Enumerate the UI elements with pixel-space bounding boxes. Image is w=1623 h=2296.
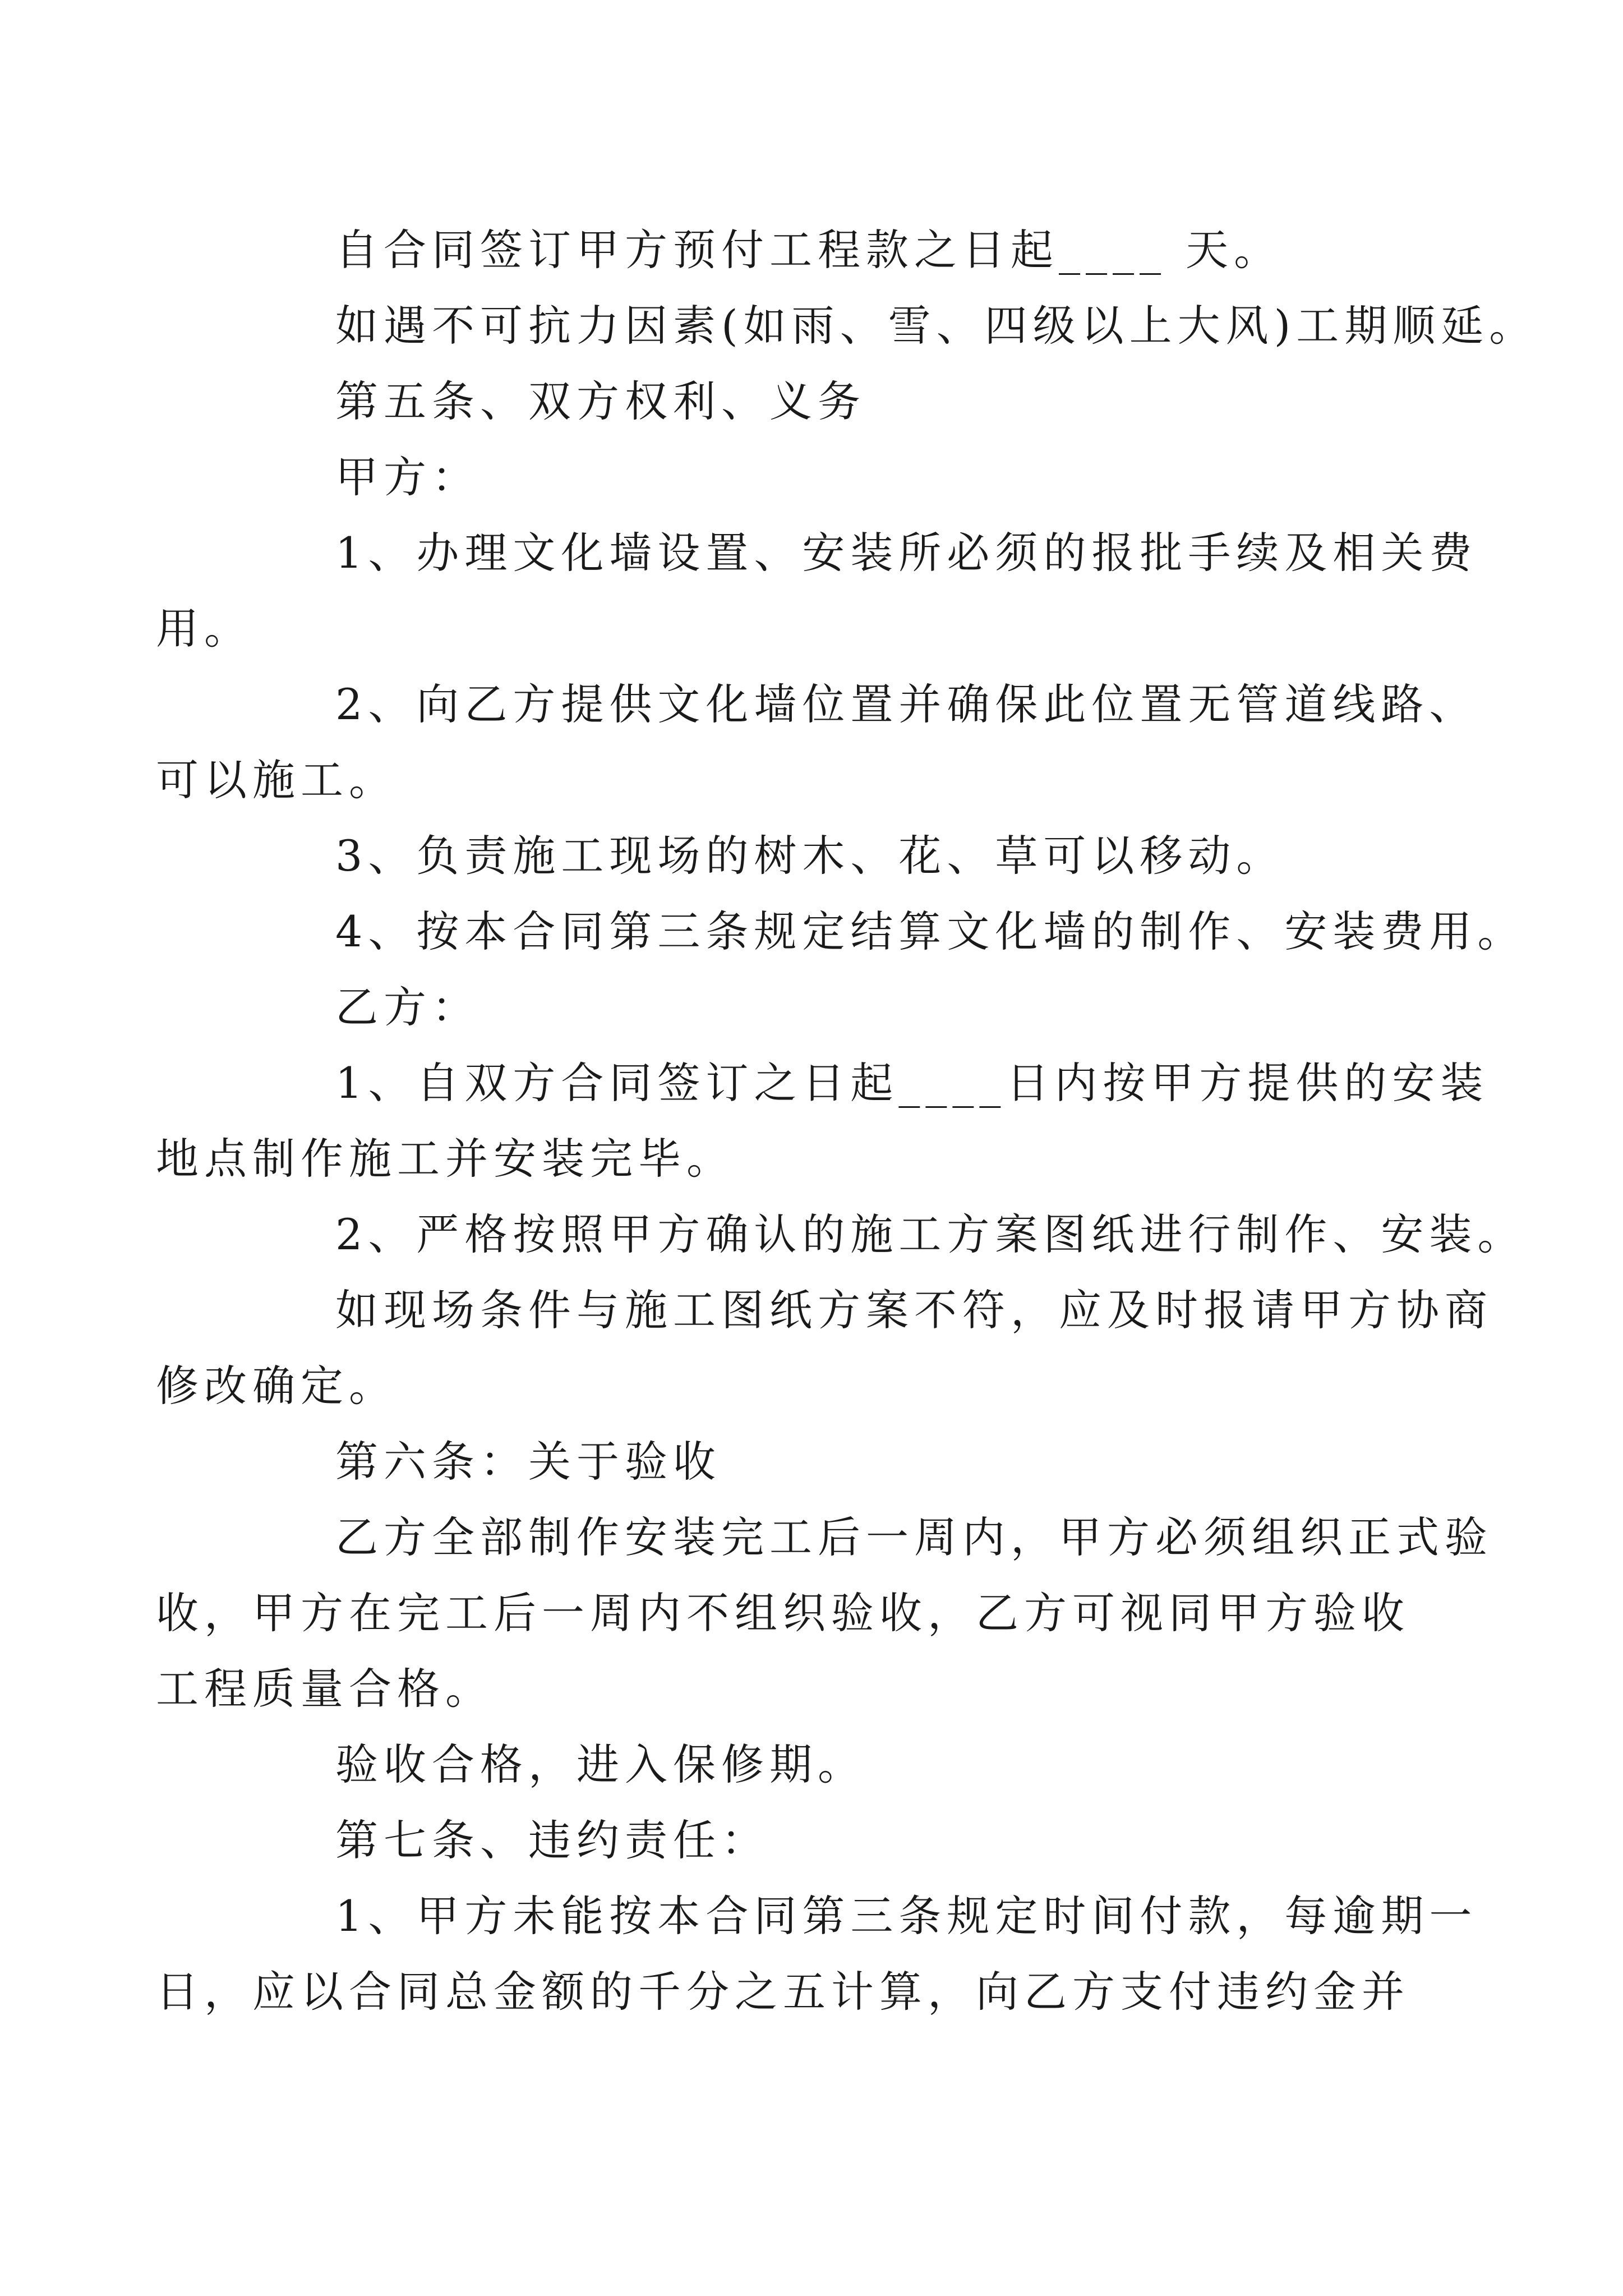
text-line: 4、按本合同第三条规定结算文化墙的制作、安装费用。 [335,907,1526,956]
text-line: 可以施工。 [156,755,397,805]
party-a-item-2 [156,666,1478,818]
text-line: 修改确定。 [156,1361,397,1411]
document-body [156,212,1538,2030]
article-7-heading [246,1802,1412,1878]
text-line: 用。 [156,604,252,654]
article-5-heading [246,364,1412,439]
text-line: 第七条、违约责任： [335,1815,769,1865]
text-line: 第五条、双方权利、义务 [335,376,866,426]
text-line: 1、办理文化墙设置、安装所必须的报批手续及相关费 [335,528,1478,578]
party-a-heading [246,439,1412,515]
text-line: 3、负责施工现场的树木、花、草可以移动。 [335,831,1285,881]
party-a-item-4 [246,894,1526,969]
party-a-item-3 [246,818,1412,894]
party-a-item-1 [156,515,1478,666]
text-line: 工程质量合格。 [156,1664,494,1714]
paragraph-start-date [246,212,1412,288]
text-line: 乙方： [335,982,480,1032]
text-line: 2、向乙方提供文化墙位置并确保此位置无管道线路、 [335,679,1478,729]
party-b-site-conditions [156,1272,1493,1424]
article-6-heading [246,1424,1412,1499]
text-line: 甲方： [335,452,480,502]
party-b-item-1 [156,1045,1489,1197]
warranty-paragraph [246,1727,1412,1802]
party-b-heading [246,969,1412,1045]
acceptance-paragraph [156,1499,1493,1727]
text-line: 如遇不可抗力因素(如雨、雪、四级以上大风)工期顺延。 [335,301,1538,351]
liability-item-1 [156,1878,1478,2030]
text-line: 地点制作施工并安装完毕。 [156,1134,735,1184]
text-line: 1、自双方合同签订之日起____日内按甲方提供的安装 [335,1058,1489,1108]
paragraph-force-majeure [246,288,1538,364]
text-line: 乙方全部制作安装完工后一周内，甲方必须组织正式验 [335,1512,1493,1562]
text-line: 1、甲方未能按本合同第三条规定时间付款，每逾期一 [335,1891,1478,1941]
text-line: 第六条：关于验收 [335,1437,721,1487]
text-line: 2、严格按照甲方确认的施工方案图纸进行制作、安装。 [335,1209,1526,1259]
text-line: 验收合格，进入保修期。 [335,1740,866,1789]
party-b-item-2 [246,1197,1526,1272]
text-line: 如现场条件与施工图纸方案不符，应及时报请甲方协商 [335,1285,1493,1335]
text-line: 收，甲方在完工后一周内不组织验收，乙方可视同甲方验收 [156,1588,1410,1638]
text-line: 日，应以合同总金额的千分之五计算，向乙方支付违约金并 [156,1967,1410,2017]
text-line: 自合同签订甲方预付工程款之日起____ 天。 [335,225,1283,275]
